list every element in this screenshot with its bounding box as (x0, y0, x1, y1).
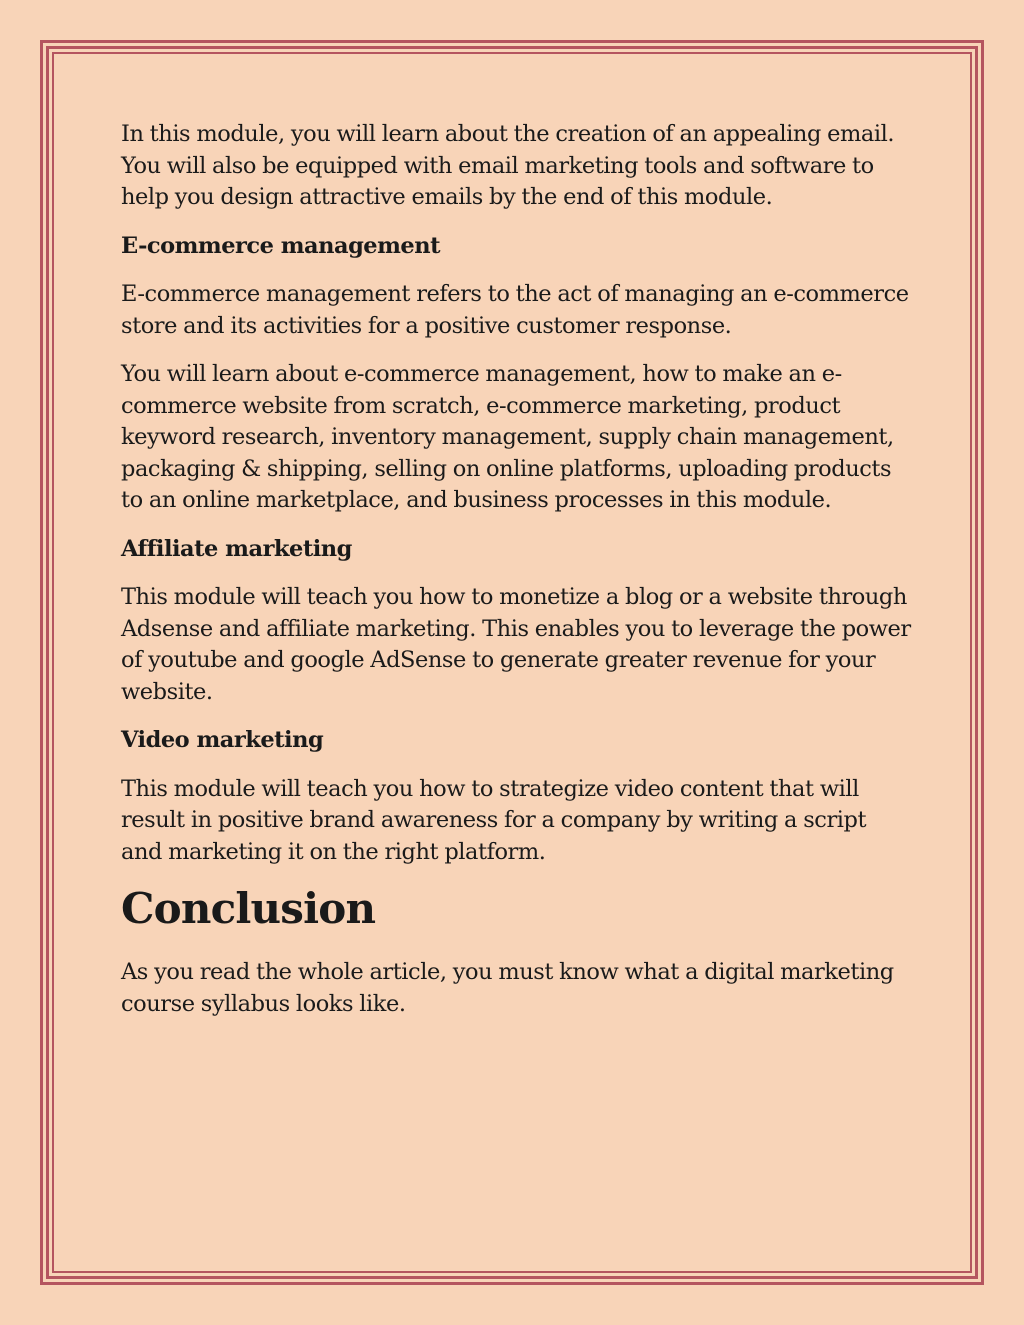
video-heading: Video marketing (121, 727, 324, 753)
affiliate-paragraph: This module will teach you how to monetize a blog or a website through Adsense and affiliate marketing. This enables you to leverage the power of youtube and google AdSense to generate greater revenue for your website. (121, 584, 911, 705)
ecommerce-paragraph-1: E-commerce management refers to the act of managing an e-commerce store and its activities for a positive customer response. (121, 281, 909, 339)
ecommerce-heading: E-commerce management (121, 232, 440, 259)
intro-paragraph: In this module, you will learn about the creation of an appealing email. You will also be equipped with email marketing tools and software to help you design attractive emails by the end of this module. (121, 121, 895, 210)
video-paragraph: This module will teach you how to strategize video content that will result in positive brand awareness for a company by writing a script and marketing it on the right platform. (121, 775, 867, 865)
conclusion-title: Conclusion (121, 884, 376, 933)
document-body (121, 119, 911, 1037)
affiliate-heading: Affiliate marketing (121, 535, 352, 562)
ecommerce-paragraph-2: You will learn about e-commerce management, how to make an e-commerce website from scratch, e-commerce marketing, product keyword research, inventory management, supply chain management, packaging & shipping, selling on online platforms, uploading products to an online marketplace, and business processes in this module. (121, 361, 894, 513)
conclusion-paragraph: As you read the whole article, you must know what a digital marketing course syllabus looks like. (121, 959, 894, 1017)
